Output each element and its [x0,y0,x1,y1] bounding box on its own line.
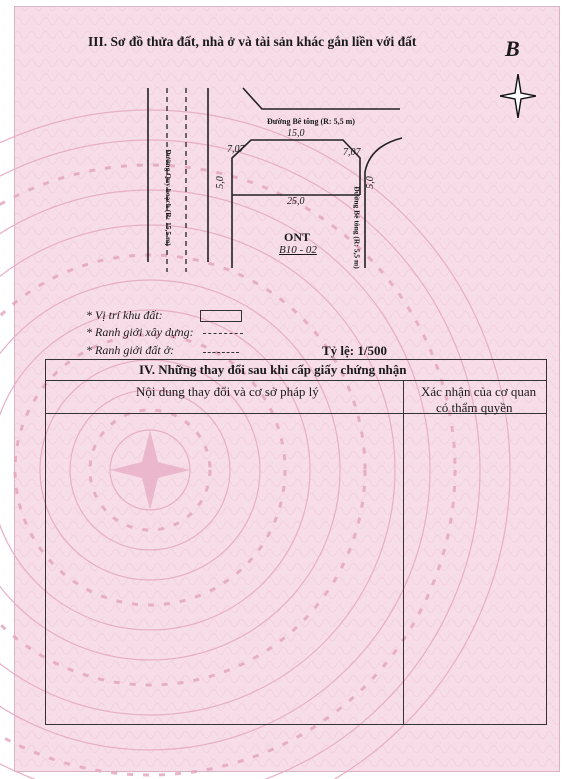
land-type: ONT [284,230,311,244]
plot-map [0,0,570,340]
legend-location-swatch [200,310,242,322]
corner-letter: B [505,36,520,61]
legend-land-boundary: * Ranh giới đất ở: [86,343,175,357]
dim-bottom: 25,0 [287,196,305,207]
column-header-changes: Nội dung thay đổi và cơ sở pháp lý [136,384,319,399]
parcel-id: B10 - 02 [279,244,317,256]
dim-right-side: 5,0 [364,176,376,189]
legend-land-line [203,352,239,353]
dim-top: 15,0 [287,128,305,139]
road-left-label: Đường Quy hoạch (R: 15,5 m) [163,149,173,246]
column-header-confirmation-line1: Xác nhận của cơ quan [421,384,537,399]
road-top-label: Đường Bê tông (R: 5,5 m) [267,117,355,126]
section-4-title: IV. Những thay đổi sau khi cấp giấy chứng nhận [139,362,407,377]
dim-left-side: 5,0 [214,176,226,189]
dim-left-chamfer: 7,07 [227,144,245,155]
section-3-title: III. Sơ đồ thửa đất, nhà ở và tài sản khác gắn liền với đất [88,34,417,49]
road-right-label: Đường Bê tông (R: 5,5 m) [352,186,362,269]
legend-construction-boundary: * Ranh giới xây dựng: [86,325,194,339]
legend-location: * Vị trí khu đất: [86,308,163,322]
column-header-confirmation-line2: có thẩm quyền [436,400,513,415]
legend-construction-line [203,333,243,334]
dim-right-chamfer: 7,07 [343,147,361,158]
table-column-divider [403,380,404,724]
table-title-divider [45,380,546,381]
scale-label: Tỷ lệ: 1/500 [322,343,387,358]
